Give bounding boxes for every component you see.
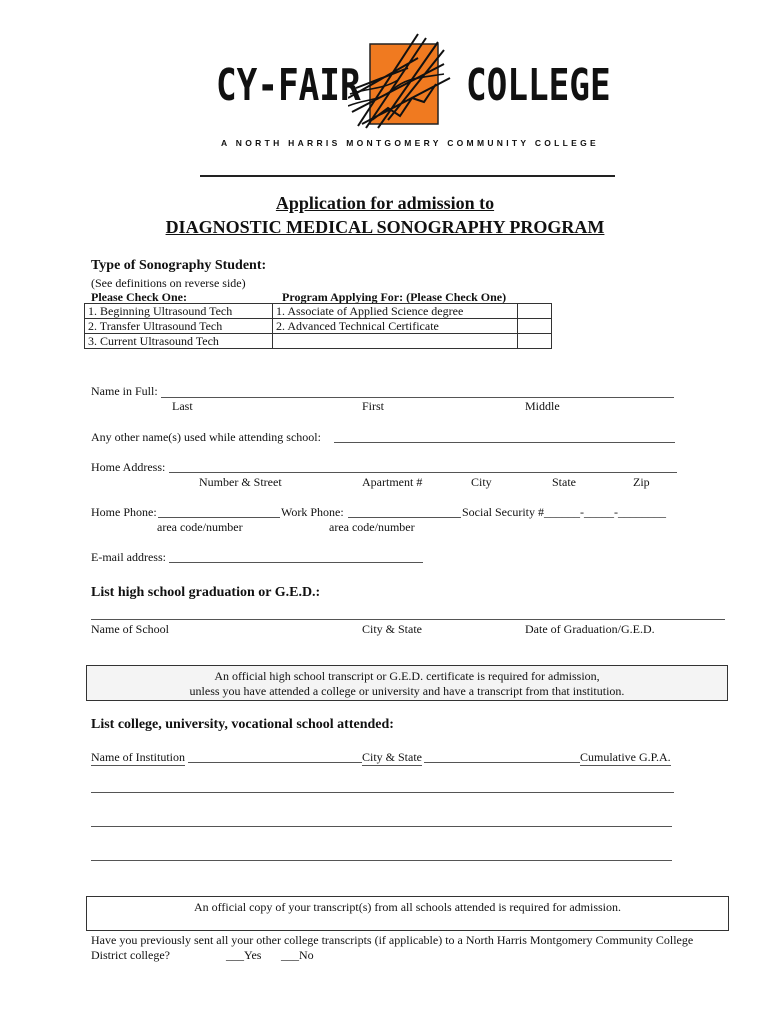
hs-col-name: Name of School	[91, 622, 169, 636]
name-last-label: Last	[172, 399, 193, 413]
address-label: Home Address:	[91, 460, 166, 474]
form-title-line1: Application for admission to	[275, 193, 495, 213]
address-field[interactable]	[169, 472, 677, 473]
home-phone-label: Home Phone:	[91, 505, 157, 519]
home-area-code-label: area code/number	[157, 520, 243, 534]
work-phone-label: Work Phone:	[281, 505, 344, 519]
address-state-label: State	[552, 475, 576, 489]
option-current: 3. Current Ultrasound Tech	[85, 334, 273, 349]
logo-emblem	[348, 28, 460, 132]
college-col-name: Name of Institution	[91, 750, 185, 764]
form-title-line2: DIAGNOSTIC MEDICAL SONOGRAPHY PROGRAM	[165, 217, 605, 237]
college-notice-text: An official copy of your transcript(s) from all schools attended is required for admission.	[193, 900, 621, 914]
high-school-field[interactable]	[91, 619, 725, 620]
logo-word-cyfair: CY-FAIR	[216, 60, 361, 111]
college-notice	[86, 896, 729, 931]
name-label: Name in Full:	[91, 384, 158, 398]
name-middle-label: Middle	[525, 399, 560, 413]
transcripts-question-cont: District college?	[91, 948, 170, 962]
address-zip-label: Zip	[633, 475, 650, 489]
college-row-3[interactable]	[91, 860, 672, 861]
address-apt-label: Apartment #	[362, 475, 423, 489]
option-beginning: 1. Beginning Ultrasound Tech	[85, 304, 273, 319]
program-empty	[273, 334, 518, 349]
address-city-label: City	[471, 475, 492, 489]
high-school-notice	[86, 665, 728, 701]
other-names-field[interactable]	[334, 442, 675, 443]
student-type-heading: Type of Sonography Student:	[91, 258, 267, 273]
check-one-label: Please Check One:	[91, 290, 187, 304]
program-applying-label: Program Applying For: (Please Check One)	[282, 290, 507, 304]
college-row-1[interactable]	[91, 792, 674, 793]
program-checkbox-1[interactable]	[518, 304, 552, 319]
college-col-city: City & State	[362, 750, 422, 764]
college-row-2[interactable]	[91, 826, 672, 827]
logo-tagline: A NORTH HARRIS MONTGOMERY COMMUNITY COLLEGE	[221, 138, 600, 148]
logo-word-college: COLLEGE	[466, 60, 611, 111]
program-atc: 2. Advanced Technical Certificate	[273, 319, 518, 334]
option-transfer: 2. Transfer Ultrasound Tech	[85, 319, 273, 334]
hs-notice-line2: unless you have attended a college or university and have a transcript from that institution.	[189, 684, 625, 698]
ssn-field[interactable]: Social Security #______-_____-________	[462, 505, 666, 519]
email-label: E-mail address:	[91, 550, 166, 564]
logo-divider	[200, 175, 615, 177]
college-col-gpa: Cumulative G.P.A.	[580, 750, 671, 764]
hs-col-date: Date of Graduation/G.E.D.	[525, 622, 655, 636]
other-names-label: Any other name(s) used while attending school:	[91, 430, 321, 444]
program-checkbox-2[interactable]	[518, 319, 552, 334]
college-line-1	[188, 762, 362, 763]
transcripts-question: Have you previously sent all your other college transcripts (if applicable) to a North Harris Montgomery Community College	[91, 933, 694, 947]
home-phone-field[interactable]	[158, 517, 280, 518]
high-school-heading: List high school graduation or G.E.D.:	[91, 585, 321, 600]
answer-yes[interactable]: ___Yes	[226, 948, 262, 962]
work-area-code-label: area code/number	[329, 520, 415, 534]
table-row	[85, 319, 552, 334]
college-line-2	[424, 762, 580, 763]
email-field[interactable]	[169, 562, 423, 563]
name-field[interactable]	[161, 397, 674, 398]
hs-col-city: City & State	[362, 622, 422, 636]
work-phone-field[interactable]	[348, 517, 461, 518]
program-aas: 1. Associate of Applied Science degree	[273, 304, 518, 319]
answer-no[interactable]: ___No	[281, 948, 314, 962]
student-type-table	[84, 303, 552, 349]
program-checkbox-3[interactable]	[518, 334, 552, 349]
student-type-note: (See definitions on reverse side)	[91, 276, 246, 290]
address-street-label: Number & Street	[199, 475, 282, 489]
table-row	[85, 334, 552, 349]
table-row	[85, 304, 552, 319]
college-heading: List college, university, vocational school attended:	[91, 717, 394, 732]
hs-notice-line1: An official high school transcript or G.E.D. certificate is required for admission,	[214, 669, 600, 683]
name-first-label: First	[362, 399, 385, 413]
